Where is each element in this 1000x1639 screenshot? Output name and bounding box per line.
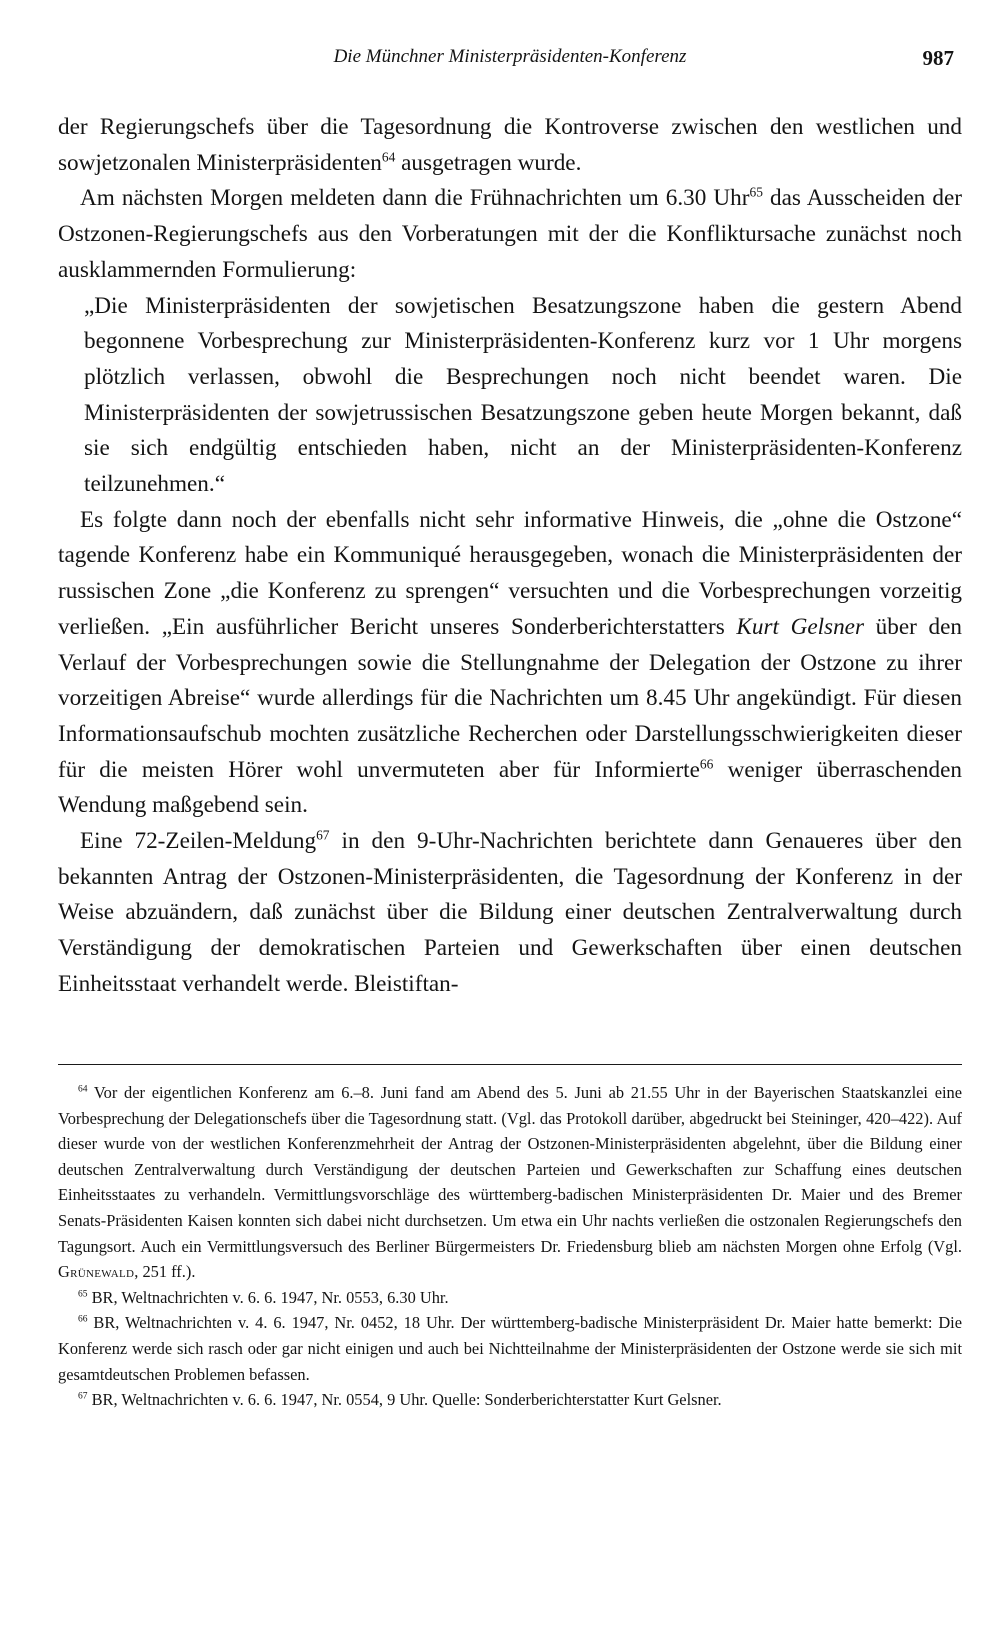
page-number: 987	[922, 46, 954, 70]
text-run: Am nächsten Morgen meldeten dann die Frühnachrichten um 6.30 Uhr	[80, 185, 750, 212]
paragraph-2	[58, 181, 962, 288]
footnote-number: 65	[78, 1289, 88, 1300]
footnotes	[58, 1080, 962, 1413]
footnote-ref: 64	[381, 148, 396, 164]
footnote-divider	[58, 1064, 962, 1065]
text-run: Vor der eigentlichen Konferenz am 6.–8. Juni fand am Abend des 5. Juni ab 21.55 Uhr in der Bayerischen Staatskanzlei eine Vorbesprechung der Delegationschefs über die Tagesordnung statt. (Vgl. das Protokoll darüber, abgedruckt bei Steininger, 420–422). Auf dieser wurde von der westlichen Konferenzmehrheit der Antrag der Ostzonen-Ministerpräsidenten abgelehnt, über die Bildung einer deutschen Zentralverwaltung durch Verständigung der deutschen Parteien und Gewerkschaften zur Schaffung eines deutschen Einheitsstaates zu verhandeln. Vermittlungsvorschläge des württemberg-badischen Ministerpräsidenten Dr. Maier und des Bremer Senats-Präsidenten Kaisen konnten sich dabei nicht durchsetzen. Um etwa ein Uhr nachts verließen die ostzonalen Regierungschefs den Tagungsort. Auch ein Vermittlungsversuch des Berliner Bürgermeisters Dr. Friedensburg blieb am nächsten Morgen ohne Erfolg (Vgl.	[58, 1083, 962, 1256]
text-run: in den 9-Uhr-Nachrichten berichtete dann Genaueres über den bekannten Antrag der Ostzonen-Ministerpräsidenten, die Tagesordnung der Konferenz in der Weise abzuändern, daß zunächst über die Bildung einer deutschen Zentralverwaltung durch Verständigung der demokratischen Parteien und Gewerkschaften über einen deutschen Einheitsstaat verhandelt werde. Bleistiftan-	[58, 828, 962, 997]
text-run: BR, Weltnachrichten v. 6. 6. 1947, Nr. 0553, 6.30 Uhr.	[87, 1287, 449, 1307]
author-name: Grünewald	[58, 1262, 135, 1282]
footnote-ref: 66	[699, 755, 714, 771]
text-run: der Regierungschefs über die Tagesordnung die Kontroverse zwischen den westlichen und sowjetzonalen Ministerpräsidenten	[58, 114, 962, 176]
paragraph-1	[58, 110, 962, 181]
text-run: über den Verlauf der Vorbesprechungen sowie die Stellungnahme der Delegation der Ostzone zu ihrer vorzeitigen Abreise“ wurde allerdings für die Nachrichten um 8.45 Uhr angekündigt. Für diesen Informationsaufschub mochten zusätzliche Recherchen oder Darstellungsschwierigkeiten dieser für die meisten Hörer wohl unvermuteten aber für Informierte	[58, 613, 962, 783]
text-run: BR, Weltnachrichten v. 6. 6. 1947, Nr. 0554, 9 Uhr. Quelle: Sonderberichterstatter Kurt Gelsner.	[87, 1390, 722, 1410]
footnote-number: 64	[78, 1084, 88, 1095]
block-quote: „Die Ministerpräsidenten der sowjetischen Besatzungszone haben die gestern Abend begonnene Vorbesprechung zur Ministerpräsidenten-Konferenz kurz vor 1 Uhr morgens plötzlich verlassen, obwohl die Besprechungen noch nicht beendet waren. Die Ministerpräsidenten der sowjetrussischen Besatzungszone geben heute Morgen bekannt, daß sie sich endgültig entschieden haben, nicht an der Ministerpräsidenten-Konferenz teilzunehmen.“	[84, 292, 962, 498]
person-name: Kurt Gelsner	[736, 613, 864, 640]
text-run: BR, Weltnachrichten v. 4. 6. 1947, Nr. 0452, 18 Uhr. Der württemberg-badische Ministerpräsident Dr. Maier hatte bemerkt: Die Konferenz werde sich rasch oder gar nicht einigen und auch bei Nichtteilnahme der Ministerpräsidenten der Ostzone werde sie sich mit gesamtdeutschen Problemen befassen.	[58, 1313, 962, 1384]
footnote-number: 66	[78, 1314, 88, 1325]
text-run: das Ausscheiden der Ostzonen-Regierungschefs aus den Vorberatungen mit der die Konfliktursache zunächst noch ausklammernden Formulierung:	[58, 185, 962, 283]
text-run: , 251 ff.).	[134, 1262, 196, 1282]
footnote-67	[58, 1387, 962, 1413]
text-run: weniger überraschenden Wendung maßgebend sein.	[58, 756, 963, 819]
footnote-65	[58, 1285, 962, 1311]
footnote-ref: 65	[749, 184, 763, 200]
running-head	[58, 46, 962, 76]
footnote-number: 67	[78, 1391, 88, 1402]
paragraph-3	[58, 503, 962, 824]
paragraph-4	[58, 824, 962, 1003]
footnote-ref: 67	[316, 827, 330, 843]
text-run: ausgetragen wurde.	[395, 149, 582, 176]
footnote-66	[58, 1310, 962, 1387]
text-run: Eine 72-Zeilen-Meldung	[80, 828, 317, 855]
footnote-64	[58, 1080, 962, 1285]
running-title: Die Münchner Ministerpräsidenten-Konferenz	[333, 46, 687, 67]
body-text	[58, 110, 962, 1003]
text-run: Es folgte dann noch der ebenfalls nicht sehr informative Hinweis, die „ohne die Ostzone“ tagende Konferenz habe ein Kommuniqué herausgegeben, wonach die Ministerpräsidenten der russischen Zone „die Konferenz zu sprengen“ versuchten und die Vorbesprechungen vorzeitig verließen. „Ein ausführlicher Bericht unseres Sonderberichterstatters	[58, 506, 962, 640]
